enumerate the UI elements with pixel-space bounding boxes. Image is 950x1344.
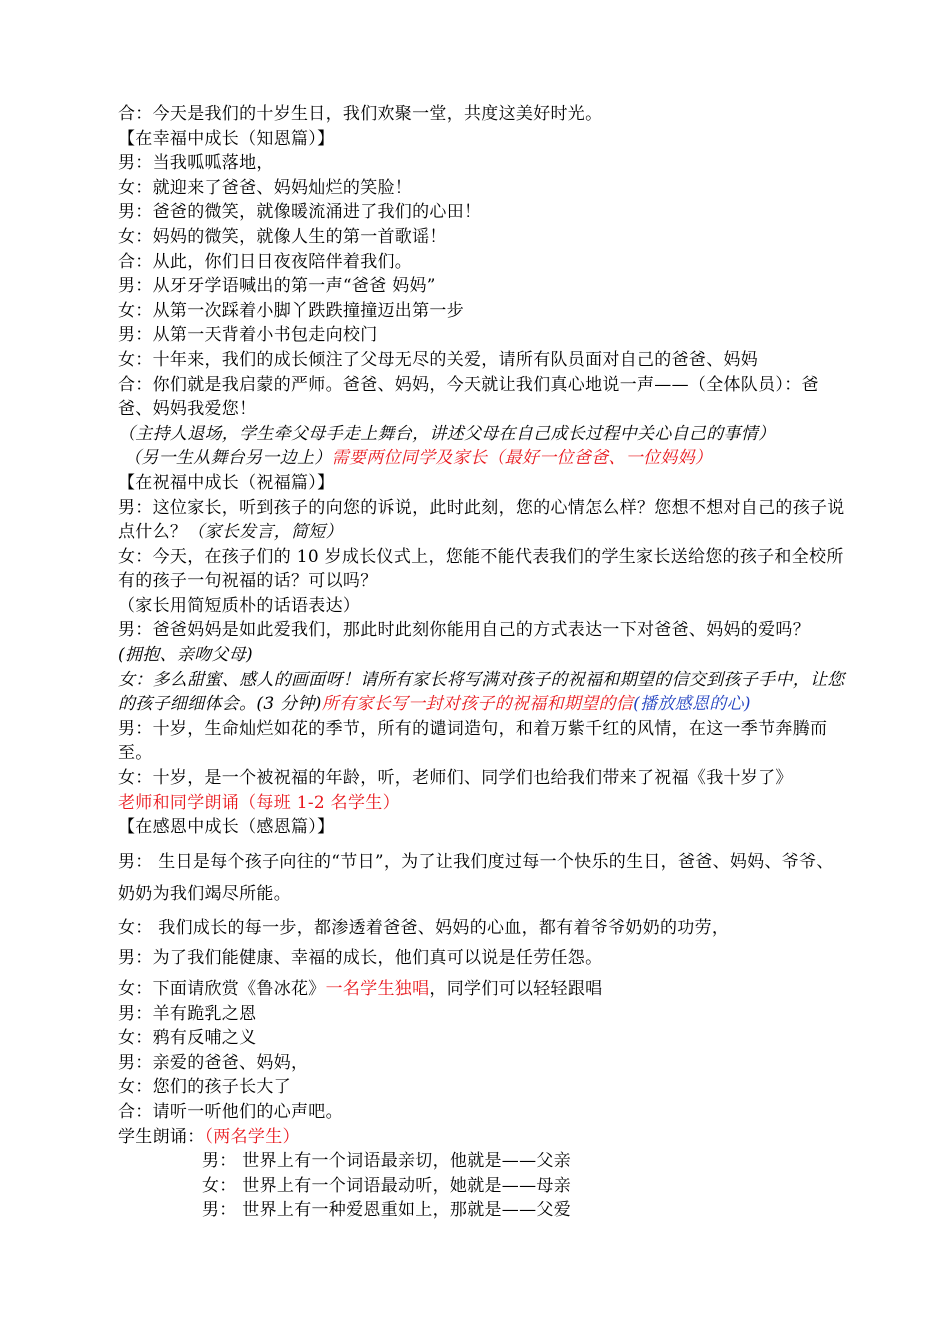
text-line: 合：今天是我们的十岁生日，我们欢聚一堂，共度这美好时光。: [118, 104, 603, 124]
script-text: [118, 102, 848, 1223]
red-note: 一名学生独唱: [325, 979, 430, 999]
blue-note: (播放感恩的心): [633, 694, 751, 715]
stage-direction: [118, 446, 848, 471]
text-line: 女：十岁，是一个被祝福的年龄，听，老师们、同学们也给我们带来了祝福《我十岁了》: [118, 768, 793, 789]
stage-direction: （主持人退场，学生牵父母手走上舞台，讲述父母在自己成长过程中关心自己的事情）: [118, 423, 776, 444]
line-text: 女：下面请欣赏《鲁冰花》: [118, 979, 326, 999]
text-line: [118, 977, 848, 1002]
text-line: 女：十年来，我们的成长倾注了父母无尽的关爱，请所有队员面对自己的爸爸、妈妈: [118, 349, 759, 370]
text-line: 男： 世界上有一种爱恩重如上，那就是——父爱: [202, 1200, 572, 1221]
text-line: 女： 世界上有一个词语最动听，她就是——母亲: [202, 1175, 572, 1196]
text-line: 女：就迎来了爸爸、妈妈灿烂的笑脸！: [118, 177, 413, 198]
text-line: [118, 496, 848, 545]
text-line: 合：你们就是我启蒙的严师。爸爸、妈妈，今天就让我们真心地说一声——（全体队员）：爸爸、妈妈我爱您！: [118, 374, 819, 420]
red-note: （两名学生）: [204, 1126, 300, 1147]
section-heading: 【在祝福中成长（祝福篇）】: [118, 472, 335, 493]
stage-direction: （家长发言，简短）: [187, 522, 343, 543]
text-line: 女：妈妈的微笑，就像人生的第一首歌谣！: [118, 226, 447, 247]
stage-direction: (拥抱、亲吻父母): [118, 645, 253, 666]
line-text: 女：多么甜蜜、感人的画面呀！请所有家长将写满对孩子的祝福和期望的信交到孩子手中，让您的孩子细细体会。(3 分钟): [118, 669, 845, 715]
text-line: 女：从第一次踩着小脚丫跌跌撞撞迈出第一步: [118, 300, 464, 321]
text-line: 女：鸦有反哺之义: [118, 1028, 257, 1049]
text-line: 男：为了我们能健康、幸福的成长，他们真可以说是任劳任怨。: [118, 948, 603, 969]
line-text: 学生朗诵：: [118, 1126, 205, 1147]
section-heading: 【在幸福中成长（知恩篇）】: [118, 128, 335, 149]
text-line: [118, 1125, 848, 1150]
text-line: 女：您们的孩子长大了: [118, 1077, 291, 1098]
text-line: 男： 世界上有一个词语最亲切，他就是——父亲: [202, 1151, 572, 1172]
text-line: 男：爸爸妈妈是如此爱我们，那此时此刻你能用自己的方式表达一下对爸爸、妈妈的爱吗？: [118, 620, 810, 641]
text-line: 男：当我呱呱落地，: [118, 153, 274, 174]
text-line: 男：爸爸的微笑，就像暖流涌进了我们的心田！: [118, 202, 482, 223]
text-line: 男：从第一天背着小书包走向校门: [118, 325, 378, 346]
text-line: 合：请听一听他们的心声吧。: [118, 1101, 343, 1122]
text-line: 男：亲爱的爸爸、妈妈，: [118, 1052, 309, 1073]
red-note: 所有家长写一封对孩子的祝福和期望的信: [321, 694, 634, 715]
text-line: 女： 我们成长的每一步，都渗透着爸爸、妈妈的心血，都有着爷爷奶奶的功劳，: [118, 917, 730, 938]
text-line: 女：今天，在孩子们的 10 岁成长仪式上，您能不能代表我们的学生家长送给您的孩子和全校所有的孩子一句祝福的话？可以吗？: [118, 546, 844, 592]
red-note: 需要两位同学及家长（最好一位爸爸、一位妈妈）: [331, 448, 713, 469]
text-line: 男：十岁，生命灿烂如花的季节，所有的谴词造句，和着万紫千红的风情，在这一季节奔腾而至。: [118, 718, 828, 764]
line-text: 男：这位家长，听到孩子的向您的诉说，此时此刻，您的心情怎么样？您想不想对自己的孩子说点什么？: [118, 497, 845, 543]
stage-direction-text: （另一生从舞台另一边上）: [124, 448, 332, 469]
text-line: （家长用简短质朴的话语表达）: [118, 595, 361, 616]
text-line: [118, 668, 848, 717]
section-heading: 【在感恩中成长（感恩篇）】: [118, 817, 335, 838]
text-line: 合：从此，你们日日夜夜陪伴着我们。: [118, 251, 413, 272]
text-line: 男： 生日是每个孩子向往的“节日”，为了让我们度过每一个快乐的生日，爸爸、妈妈、爷爷、奶奶为我们竭尽所能。: [118, 851, 834, 904]
text-line: 男：从牙牙学语喊出的第一声“爸爸 妈妈”: [118, 276, 436, 297]
red-note: 老师和同学朗诵（每班 1-2 名学生）: [118, 792, 400, 813]
line-text: ，同学们可以轻轻跟唱: [429, 979, 603, 999]
text-line: 男：羊有跪乳之恩: [118, 1003, 257, 1024]
